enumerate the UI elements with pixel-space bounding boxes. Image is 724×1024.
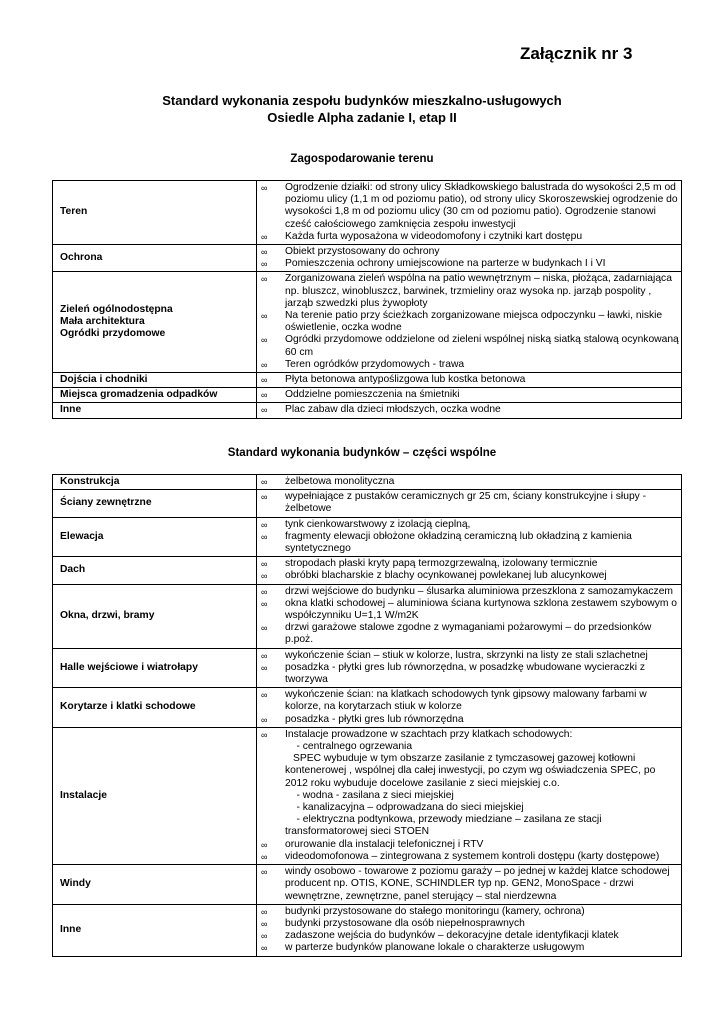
infinity-bullet-icon: ∞	[261, 839, 268, 850]
table-row	[53, 517, 682, 557]
row-label: Teren	[53, 181, 257, 245]
list-item	[261, 273, 679, 310]
item-text: Zorganizowana zieleń wspólna na patio wewnętrznym – niska, płożąca, zadarniająca np. bluszcz, winobluszcz, barwinek, trzmieliny oraz wysoka np. jarząb pospolity , jarząb szwedzki plus żywopłoty	[285, 273, 672, 309]
table-row	[53, 865, 682, 905]
item-text: budynki przystosowane do stałego monitoringu (kamery, ochrona)	[285, 905, 585, 917]
row-label: Inne	[53, 904, 257, 956]
row-content	[257, 648, 682, 688]
list-item	[261, 650, 679, 662]
item-text: Płyta betonowa antypoślizgowa lub kostka betonowa	[285, 374, 526, 386]
list-item	[261, 258, 679, 270]
list-item	[261, 930, 679, 942]
item-text: Oddzielne pomieszczenia na śmietniki	[285, 389, 460, 401]
infinity-bullet-icon: ∞	[261, 375, 268, 386]
infinity-bullet-icon: ∞	[261, 247, 268, 258]
list-item	[261, 491, 679, 515]
item-text: Obiekt przystosowany do ochrony	[285, 246, 440, 258]
item-text: windy osobowo - towarowe z poziomu garaży – po jednej w każdej klatce schodowej producent np. OTIS, KONE, SCHINDLER typ np. GEN2, MonoSpace - drzwi wewnętrzne, zewnętrzne, panel sterujący – stal nierdzewna	[285, 866, 670, 902]
infinity-bullet-icon: ∞	[261, 359, 268, 370]
infinity-bullet-icon: ∞	[261, 918, 268, 929]
infinity-bullet-icon: ∞	[261, 943, 268, 954]
infinity-bullet-icon: ∞	[261, 867, 268, 878]
table-row	[53, 403, 682, 418]
infinity-bullet-icon: ∞	[261, 519, 268, 530]
list-item	[261, 586, 679, 598]
row-content	[257, 688, 682, 728]
row-label: Halle wejściowe i wiatrołapy	[53, 648, 257, 688]
list-item	[261, 374, 679, 386]
item-text: orurowanie dla instalacji telefonicznej i RTV	[285, 838, 484, 850]
row-label: Dach	[53, 557, 257, 584]
infinity-bullet-icon: ∞	[261, 571, 268, 582]
item-text: Ogródki przydomowe oddzielone od zieleni wspólnej niską siatką stalową ocynkowaną 60 cm	[285, 334, 679, 358]
infinity-bullet-icon: ∞	[261, 492, 268, 503]
item-text: Instalacje prowadzone w szachtach przy klatkach schodowych: - centralnego ogrzewania SPEC wybuduje w tym obszarze zasilanie z tymczasowej gazowej kotłowni kontenerowej , wspólnej dla całej inwestycji, po czym wg oświadczenia SPEC, po 2012 roku wybuduje docelowe zasilanie z sieci miejskiej c.o. - wodna - zasilana z sieci miejskiej - kanalizacyjna – odprowadzana do sieci miejskiej - elektryczna podtynkowa, przewody miedziane – zasilana ze stacji transformatorowej sieci STOEN	[285, 728, 656, 838]
item-text: Każda furta wyposażona w videodomofony i czytniki kart dostępu	[285, 230, 583, 242]
infinity-bullet-icon: ∞	[261, 405, 268, 416]
list-item	[261, 519, 679, 531]
table-row	[53, 272, 682, 373]
list-item	[261, 570, 679, 582]
infinity-bullet-icon: ∞	[261, 531, 268, 542]
row-label: Ściany zewnętrzne	[53, 490, 257, 517]
list-item	[261, 310, 679, 334]
item-text: Na terenie patio przy ścieżkach zorganizowane miejsca odpoczynku – ławki, niskie oświetlenie, oczka wodne	[285, 310, 663, 334]
table-row	[53, 490, 682, 517]
item-text: videodomofonowa – zintegrowana z systemem kontroli dostępu (karty dostępowe)	[285, 850, 660, 862]
table-row	[53, 727, 682, 864]
row-label: Ochrona	[53, 245, 257, 272]
item-text: posadzka - płytki gres lub równorzędna	[285, 713, 464, 725]
infinity-bullet-icon: ∞	[261, 231, 268, 242]
list-item	[261, 866, 679, 903]
item-text: budynki przystosowane dla osób niepełnosprawnych	[285, 917, 525, 929]
list-item	[261, 531, 679, 555]
item-text: stropodach płaski kryty papą termozgrzewalną, izolowany termicznie	[285, 558, 598, 570]
item-text: żelbetowa monolityczna	[285, 476, 395, 487]
infinity-bullet-icon: ∞	[261, 311, 268, 322]
infinity-bullet-icon: ∞	[261, 335, 268, 346]
row-label: Konstrukcja	[53, 475, 257, 490]
row-label: Korytarze i klatki schodowe	[53, 688, 257, 728]
infinity-bullet-icon: ∞	[261, 906, 268, 917]
item-text: wypełniające z pustaków ceramicznych gr 25 cm, ściany konstrukcyjne i słupy - żelbetowe	[285, 491, 647, 515]
list-item	[261, 714, 679, 726]
item-text: Ogrodzenie działki: od strony ulicy Składkowskiego balustrada do wysokości 2,5 m od poziomu ulicy (1,1 m od poziomu patio), od strony ulicy Skoroszewskiej ogrodzenie do wysokości 1,8 m od poziomu ulicy (30 cm od poziomu patio). Ogrodzenie stanowi cześć całościowego zamknięcia zespołu inwestycji	[285, 182, 678, 230]
list-item	[261, 231, 679, 243]
row-label: Windy	[53, 865, 257, 905]
list-item	[261, 404, 679, 416]
row-content	[257, 403, 682, 418]
item-text: okna klatki schodowej – aluminiowa ściana kurtynowa szklona zestawem szybowym o współczynniku U=1,1 W/m2K	[285, 597, 678, 622]
list-item	[261, 622, 679, 646]
infinity-bullet-icon: ∞	[261, 259, 268, 270]
row-label: Elewacja	[53, 517, 257, 557]
item-text: drzwi wejściowe do budynku – ślusarka aluminiowa przeszklona z samozamykaczem	[285, 585, 674, 597]
document-title: Standard wykonania zespołu budynków mieszkalno-usługowych	[162, 93, 562, 108]
row-content	[257, 181, 682, 245]
row-content	[257, 272, 682, 373]
infinity-bullet-icon: ∞	[261, 477, 268, 487]
list-item	[261, 598, 679, 622]
item-text: wykończenie ścian – stiuk w kolorze, lustra, skrzynki na listy ze stali szlachetnej	[285, 649, 648, 661]
table-row	[53, 904, 682, 956]
row-label: Miejsca gromadzenia odpadków	[53, 388, 257, 403]
list-item	[261, 942, 679, 954]
infinity-bullet-icon: ∞	[261, 623, 268, 634]
table-row	[53, 688, 682, 728]
terrain-standard-table	[52, 180, 682, 419]
item-text: w parterze budynków planowane lokale o charakterze usługowym	[285, 942, 585, 954]
list-item	[261, 359, 679, 371]
item-text: zadaszone wejścia do budynków – dekoracyjne detale identyfikacji klatek	[285, 930, 619, 942]
row-label: Okna, drzwi, bramy	[53, 584, 257, 648]
list-item	[261, 839, 679, 851]
list-item	[261, 918, 679, 930]
item-text: posadzka - płytki gres lub równorzędna, w posadzkę wbudowane wycieraczki z tworzywa	[285, 661, 645, 686]
table-row	[53, 245, 682, 272]
table-row	[53, 648, 682, 688]
list-item	[261, 851, 679, 863]
infinity-bullet-icon: ∞	[261, 690, 268, 701]
list-item	[261, 389, 679, 401]
item-text: Pomieszczenia ochrony umiejscowione na parterze w budynkach I i VI	[285, 258, 606, 270]
table-row	[53, 557, 682, 584]
row-content	[257, 245, 682, 272]
row-label: Zieleń ogólnodostępna Mała architektura Ogródki przydomowe	[53, 272, 257, 373]
infinity-bullet-icon: ∞	[261, 390, 268, 401]
row-content	[257, 475, 682, 490]
row-content	[257, 727, 682, 864]
infinity-bullet-icon: ∞	[261, 274, 268, 285]
item-text: Teren ogródków przydomowych - trawa	[285, 358, 465, 370]
annex-number: Załącznik nr 3	[520, 44, 633, 63]
list-item	[261, 334, 679, 358]
row-content	[257, 490, 682, 517]
item-text: Plac zabaw dla dzieci młodszych, oczka wodne	[285, 404, 501, 416]
section-heading-terrain: Zagospodarowanie terenu	[290, 153, 434, 165]
table-row	[53, 388, 682, 403]
item-text: tynk cienkowarstwowy z izolacją cieplną,	[285, 518, 471, 530]
item-text: drzwi garażowe stalowe zgodne z wymaganiami pożarowymi – do przedsionków p.poż.	[285, 622, 652, 646]
table-row	[53, 475, 682, 490]
list-item	[261, 906, 679, 918]
infinity-bullet-icon: ∞	[261, 559, 268, 570]
table-row	[53, 584, 682, 648]
infinity-bullet-icon: ∞	[261, 662, 268, 673]
row-content	[257, 373, 682, 388]
row-content	[257, 388, 682, 403]
row-content	[257, 584, 682, 648]
list-item	[261, 689, 679, 713]
infinity-bullet-icon: ∞	[261, 729, 268, 740]
infinity-bullet-icon: ∞	[261, 714, 268, 725]
infinity-bullet-icon: ∞	[261, 183, 268, 193]
row-content	[257, 557, 682, 584]
list-item	[261, 729, 679, 839]
list-item	[261, 246, 679, 258]
table-row	[53, 181, 682, 245]
list-item	[261, 558, 679, 570]
table-row	[53, 373, 682, 388]
infinity-bullet-icon: ∞	[261, 586, 268, 597]
row-content	[257, 904, 682, 956]
item-text: obróbki blacharskie z blachy ocynkowanej powlekanej lub alucynkowej	[285, 570, 607, 582]
list-item	[261, 182, 679, 231]
infinity-bullet-icon: ∞	[261, 598, 268, 609]
item-text: fragmenty elewacji obłożone okładziną ceramiczną lub okładziną z kamienia syntetycznego	[285, 530, 632, 555]
row-label: Dojścia i chodniki	[53, 373, 257, 388]
section-heading-buildings: Standard wykonania budynków – części wspólne	[227, 447, 497, 459]
common-parts-standard-table	[52, 474, 682, 957]
document-subtitle: Osiedle Alpha zadanie I, etap II	[267, 110, 457, 125]
item-text: wykończenie ścian: na klatkach schodowych tynk gipsowy malowany farbami w kolorze, na korytarzach stiuk w kolorze	[285, 689, 647, 713]
row-content	[257, 865, 682, 905]
row-label: Inne	[53, 403, 257, 418]
infinity-bullet-icon: ∞	[261, 650, 268, 661]
infinity-bullet-icon: ∞	[261, 931, 268, 942]
list-item	[261, 476, 679, 488]
row-label: Instalacje	[53, 727, 257, 864]
infinity-bullet-icon: ∞	[261, 851, 268, 862]
list-item	[261, 662, 679, 686]
row-content	[257, 517, 682, 557]
